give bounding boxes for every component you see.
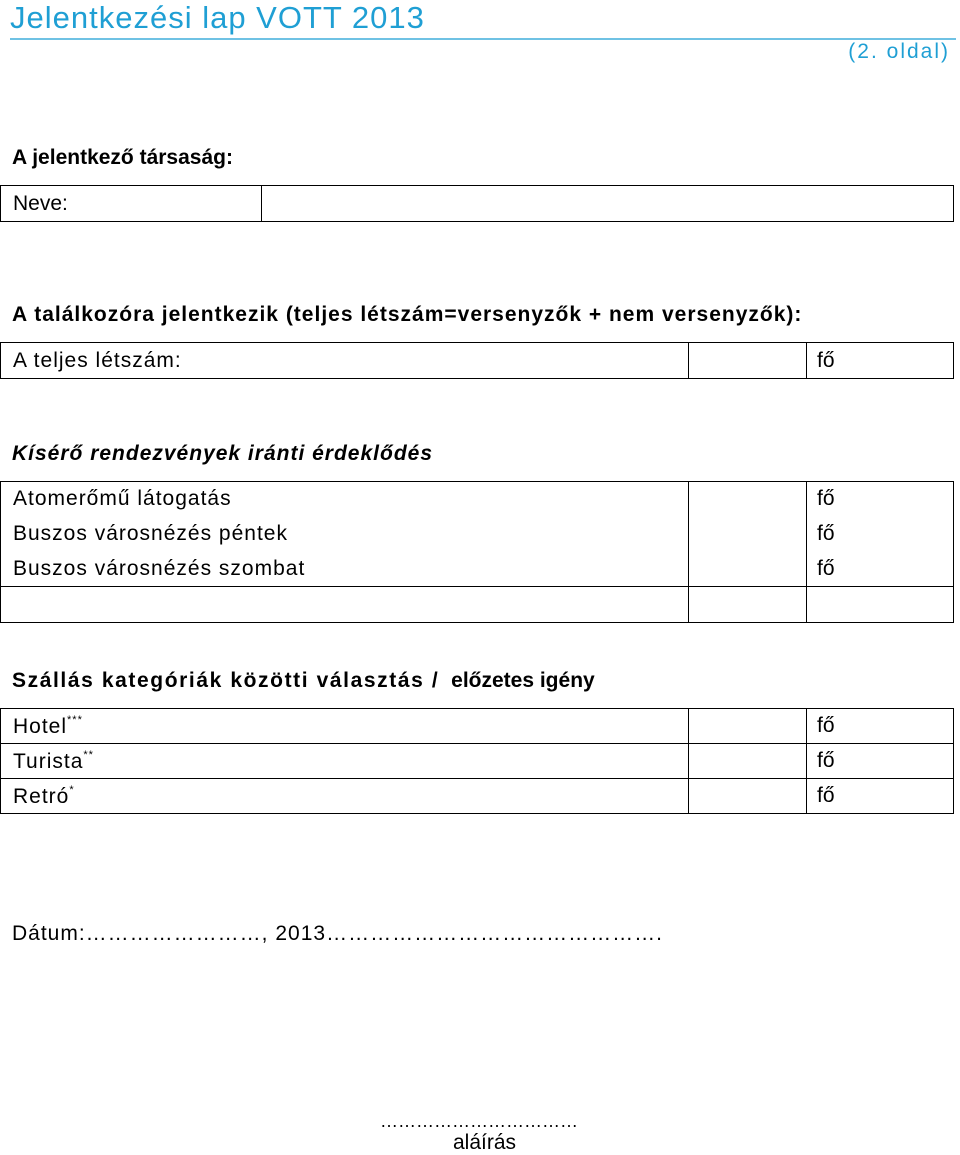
event-unit: fő: [817, 556, 835, 580]
signature-line[interactable]: ……………………………: [380, 1111, 578, 1131]
event-row-blank: [1, 587, 954, 623]
event-label[interactable]: [1, 587, 689, 623]
company-name-table: [0, 185, 954, 222]
accommodation-heading-part1: Szállás kategóriák közötti választás /: [12, 669, 440, 692]
event-count-field[interactable]: [689, 587, 807, 623]
accommodation-count-field[interactable]: [689, 779, 807, 814]
accommodation-unit: fő: [817, 784, 835, 807]
events-heading: Kísérő rendezvények iránti érdeklődés: [12, 442, 433, 465]
accommodation-heading-part2: előzetes igény: [451, 669, 595, 692]
accommodation-row: [1, 709, 954, 744]
accommodation-count-field[interactable]: [689, 709, 807, 744]
events-table: [0, 481, 954, 623]
accommodation-count-field[interactable]: [689, 744, 807, 779]
event-count-field[interactable]: [689, 552, 807, 587]
accommodation-table: [0, 708, 954, 814]
event-unit: [807, 587, 954, 623]
accommodation-unit: fő: [817, 749, 835, 772]
accommodation-heading: [12, 669, 595, 693]
accommodation-label: Retró: [13, 784, 70, 808]
event-label: Buszos városnézés szombat: [1, 552, 689, 587]
page-number: (2. oldal): [848, 40, 950, 63]
attendance-table: [0, 342, 954, 379]
accommodation-unit: fő: [817, 714, 835, 737]
event-label: Atomerőmű látogatás: [1, 482, 689, 517]
event-row: [1, 482, 954, 517]
company-name-label: Neve:: [1, 186, 262, 222]
event-count-field[interactable]: [689, 517, 807, 552]
accommodation-row: [1, 779, 954, 814]
accommodation-label: Turista: [13, 749, 84, 773]
company-name-field[interactable]: [262, 186, 954, 222]
company-heading: A jelentkező társaság:: [12, 146, 233, 169]
star-rating: ***: [67, 713, 83, 726]
title-divider: [10, 38, 956, 40]
company-name-row: [1, 186, 954, 222]
total-headcount-unit: fő: [817, 348, 835, 372]
event-unit: fő: [817, 522, 835, 545]
date-line[interactable]: Dátum:……………………, 2013……………………………………….: [12, 922, 663, 945]
event-row: [1, 517, 954, 552]
document-title: Jelentkezési lap VOTT 2013: [10, 0, 425, 35]
accommodation-label: Hotel: [13, 714, 68, 738]
star-rating: *: [69, 783, 75, 796]
event-label: Buszos városnézés péntek: [1, 517, 689, 552]
event-row: [1, 552, 954, 587]
event-unit: fő: [817, 487, 835, 511]
total-headcount-row: [1, 343, 954, 379]
total-headcount-label: A teljes létszám:: [1, 343, 689, 379]
star-rating: **: [83, 748, 94, 761]
accommodation-row: [1, 744, 954, 779]
attendance-heading: A találkozóra jelentkezik (teljes létszám=versenyzők + nem versenyzők):: [12, 303, 803, 326]
total-headcount-field[interactable]: [689, 343, 807, 379]
event-count-field[interactable]: [689, 482, 807, 517]
signature-label: aláírás: [453, 1131, 517, 1154]
